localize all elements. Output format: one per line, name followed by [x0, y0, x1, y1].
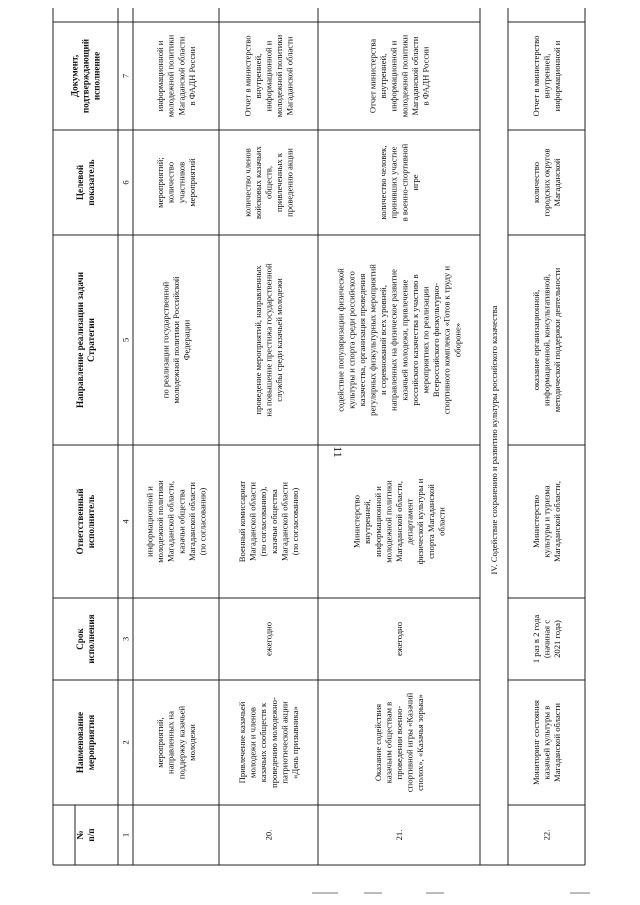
table-cell: мероприятий;: [155, 157, 166, 208]
table-cell: Магаданской: [552, 158, 563, 207]
table-cell: информационной и: [263, 40, 274, 112]
table-cell: внутренней,: [252, 53, 263, 99]
table-cell: внутренней,: [378, 53, 389, 99]
table-cell: культуры и туризма: [541, 485, 552, 558]
table-cell: регулярных физкультурных мероприятий: [367, 264, 378, 416]
column-header: Срок: [75, 628, 85, 650]
table-cell: (по согласованию),: [258, 486, 269, 557]
table-cell: Магаданской области,: [552, 480, 563, 563]
table-cell: проведению молодежно-: [268, 697, 279, 788]
column-number: 5: [120, 337, 131, 343]
column-number: 1: [120, 832, 131, 838]
table-cell: количество членов: [242, 148, 253, 217]
table-cell: сполох», «Казачья зорька»: [415, 694, 426, 791]
table-cell: казачьим обществам в: [383, 701, 394, 784]
table-cell: информационной и: [388, 40, 399, 112]
table-cell: принявших участие: [388, 146, 399, 219]
table-cell: и соревнований всех уровней,: [378, 285, 389, 395]
table-cell: направленных на физическое развитие: [388, 269, 399, 411]
table-cell: Всероссийского физкультурно-: [431, 282, 442, 398]
table-cell: Отчет в министерство: [242, 35, 253, 117]
column-number: 4: [120, 519, 131, 524]
column-header: Направление реализации задачи: [75, 271, 85, 409]
table-cell: Привлечение казачьей: [237, 701, 247, 784]
table-cell: Магаданской области: [284, 36, 295, 116]
table-cell: спортивной игры «Казачий: [404, 692, 415, 793]
row-number: 22.: [541, 829, 552, 841]
column-header: Документ,: [69, 54, 80, 98]
table-cell: молодежной политики Российской: [171, 276, 181, 404]
table-cell: Магаданской области: [552, 703, 563, 782]
table-cell: физической культуры и: [415, 478, 426, 565]
table-cell: содействие популяризации физической: [335, 268, 346, 412]
table-cell: Мониторинг состояния: [530, 699, 541, 786]
table-cell: Оказание содействия: [372, 703, 383, 782]
table-cell: Федерации: [181, 319, 192, 361]
table-cell: молодежной политики: [399, 34, 410, 118]
table-cell: информационной и: [552, 40, 563, 112]
column-number: 7: [120, 73, 131, 79]
table-cell: казачьей культуры в: [541, 705, 552, 780]
table-cell: внутренней,: [362, 499, 373, 544]
table-cell: Магаданской области: [176, 36, 187, 116]
table-cell: в военно-спортивной: [399, 143, 410, 222]
table-cell: казачьей молодежи, привлечение: [399, 279, 410, 401]
column-header: показатель: [86, 159, 96, 206]
table-cell: казачьи общества: [176, 489, 187, 554]
table-cell: в ФАДН России: [186, 46, 197, 106]
table-cell: Отчет министерства: [367, 38, 378, 114]
table-cell: Магаданской области: [247, 482, 258, 561]
table-cell: спорта Магаданской: [425, 484, 436, 559]
table-cell: количество: [165, 161, 176, 204]
regulation-table: [53, 8, 585, 865]
section-title: IV. Содействие сохранению и развитию культуры российского казачества: [489, 305, 499, 575]
table-cell: Министерство: [351, 495, 362, 548]
table-cell: Магаданской области: [279, 482, 290, 561]
table-cell: молодежной политики: [274, 34, 285, 118]
column-header: Целевой: [75, 164, 85, 201]
table-cell: спортивного комплекса «Готов к труду и: [441, 265, 452, 415]
table-cell: ежегодно: [394, 621, 404, 657]
column-number: 3: [120, 636, 131, 642]
column-number: 2: [120, 740, 131, 745]
column-header: п/п: [86, 828, 96, 842]
table-cell: внутренней,: [541, 53, 552, 99]
table-cell: казачьих сообществ к: [258, 702, 269, 783]
table-cell: службы среди казачьей молодежи: [274, 278, 285, 402]
table-cell: 2021 года): [552, 620, 563, 658]
column-header: исполнения: [86, 614, 96, 664]
table-cell: культуры и спорта среди российского: [346, 271, 357, 409]
table-cell: проведение мероприятий, направленных: [252, 265, 263, 415]
table-cell: информационной и: [144, 486, 155, 557]
column-header: Стратегии: [86, 318, 96, 362]
column-header: подтверждающий: [80, 38, 91, 114]
table-cell: 1 раз в 2 года: [530, 614, 541, 664]
table-cell: Магаданской области: [186, 482, 197, 561]
table-cell: мероприятий: [186, 158, 197, 207]
table-cell: казачества, организация проведения: [356, 273, 367, 407]
table-cell: патриотической акции: [279, 701, 290, 784]
table-cell: мероприятий,: [155, 717, 166, 768]
table-cell: по реализации государственной: [160, 281, 171, 399]
column-header: исполнение: [91, 51, 102, 101]
column-number: 6: [120, 180, 131, 185]
table-cell: количество человек,: [378, 145, 389, 220]
table-cell: казачьи общества: [268, 489, 279, 554]
table-cell: игре: [409, 174, 420, 191]
table-cell: проведению акции: [284, 148, 295, 217]
table-cell: «День призывника»: [290, 706, 300, 779]
table-cell: привлеченных к: [274, 152, 285, 213]
table-cell: молодежи и членов: [247, 707, 258, 778]
table-cell: оказание организационной,: [530, 289, 541, 391]
table-cell: поддержку казачьей: [176, 705, 187, 780]
table-cell: мероприятиях по реализации: [420, 286, 431, 394]
table-cell: обществ,: [263, 165, 274, 200]
table-cell: Военный комиссариат: [237, 480, 247, 563]
column-header: №: [75, 830, 85, 840]
table-cell: молодежной политики: [165, 34, 176, 118]
table-cell: российского казачества к участию в: [409, 274, 420, 406]
column-header: исполнитель: [86, 494, 96, 549]
table-cell: информационной и: [155, 40, 166, 112]
table-cell: информационной, консультативной,: [541, 274, 552, 406]
table-cell: ежегодно: [263, 621, 274, 657]
table-cell: Магаданской области,: [165, 480, 176, 563]
column-header: Ответственный: [75, 488, 85, 555]
table-cell: молодежной политики: [155, 480, 166, 563]
table-cell: участников: [176, 161, 187, 204]
table-cell: молодежи: [186, 724, 197, 761]
table-cell: городских округов: [541, 148, 552, 217]
table-cell: информационной и: [372, 486, 383, 557]
table-cell: (начиная с: [541, 619, 552, 659]
table-cell: методической поддержки деятельности: [552, 267, 563, 413]
page-number: 11: [331, 446, 345, 458]
table-cell: Отчет в министерство: [530, 35, 541, 117]
table-cell: количество: [530, 161, 541, 204]
table-cell: Магаданской области: [409, 36, 420, 116]
table-cell: Министерство: [530, 495, 541, 548]
table-cell: проведении военно-: [394, 705, 404, 780]
table-cell: (по согласованию): [197, 487, 208, 556]
table-cell: области: [436, 507, 447, 536]
table-cell: войсковых казачьих: [252, 146, 263, 219]
table-cell: молодежной политики: [383, 480, 394, 563]
column-header: Наименование: [75, 711, 85, 774]
table-cell: обороне»: [452, 322, 463, 358]
row-number: 21.: [394, 829, 404, 841]
table-cell: департамент: [404, 498, 415, 545]
table-cell: (по согласованию): [290, 487, 300, 556]
column-header: мероприятия: [86, 714, 96, 771]
row-number: 20.: [263, 829, 274, 841]
table-cell: направленных на: [165, 711, 176, 774]
table-cell: в ФАДН России: [420, 46, 431, 106]
table-cell: Магаданской области,: [394, 480, 404, 563]
table-cell: на повышение престижа государственной: [263, 263, 274, 417]
